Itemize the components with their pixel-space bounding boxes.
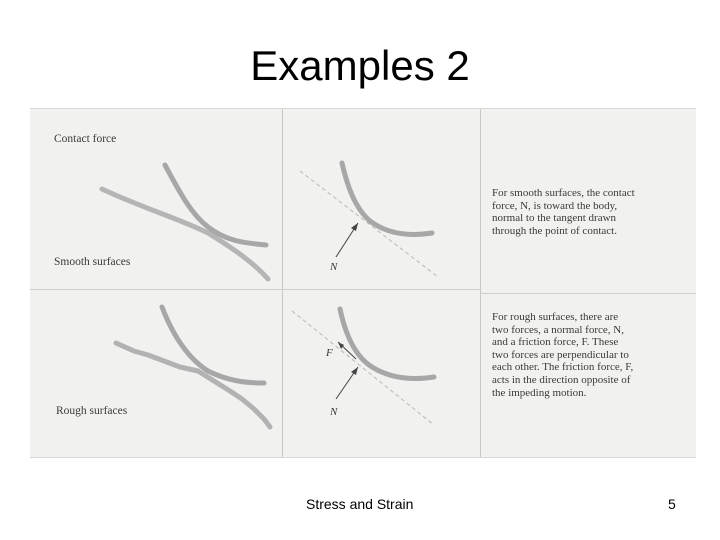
scanned-figure <box>30 108 696 458</box>
rough-curved-body <box>340 309 434 379</box>
normal-force-arrowhead <box>351 367 358 375</box>
slide-footer: Stress and Strain <box>306 496 414 512</box>
description-line: the impeding motion. <box>492 386 587 399</box>
normal-force-label: N <box>330 406 338 418</box>
description-line: force, N, is toward the body, <box>492 199 618 212</box>
page-number: 5 <box>668 496 676 512</box>
description-line: two forces are perpendicular to <box>492 348 629 361</box>
description-line: two forces, a normal force, N, <box>492 323 624 336</box>
description-line: For smooth surfaces, the contact <box>492 187 635 199</box>
normal-force-label: N <box>330 261 338 273</box>
rough-tangent-line <box>292 311 434 425</box>
rough-surfaces-description <box>492 311 686 399</box>
smooth-curved-body <box>342 163 432 235</box>
contact-force-label: Contact force <box>54 133 117 145</box>
description-line: acts in the direction opposite of <box>492 373 631 386</box>
smooth-tangent-line <box>300 171 438 277</box>
description-line: normal to the tangent drawn <box>492 212 617 225</box>
normal-force-arrowhead <box>351 223 358 231</box>
smooth-surfaces-description <box>492 187 686 237</box>
rough-surfaces-label: Rough surfaces <box>56 405 128 417</box>
slide-title: Examples 2 <box>250 42 470 89</box>
smooth-surfaces-label: Smooth surfaces <box>54 256 131 268</box>
rough-curved-body <box>162 307 264 383</box>
surface-sketches <box>30 109 696 457</box>
description-line: each other. The friction force, F, <box>492 361 634 374</box>
smooth-curved-body <box>165 165 266 245</box>
description-line: through the point of contact. <box>492 224 617 237</box>
description-line: For rough surfaces, there are <box>492 311 619 323</box>
friction-force-label: F <box>326 347 333 359</box>
description-line: and a friction force, F. These <box>492 336 619 349</box>
friction-force-arrowhead <box>338 342 344 349</box>
